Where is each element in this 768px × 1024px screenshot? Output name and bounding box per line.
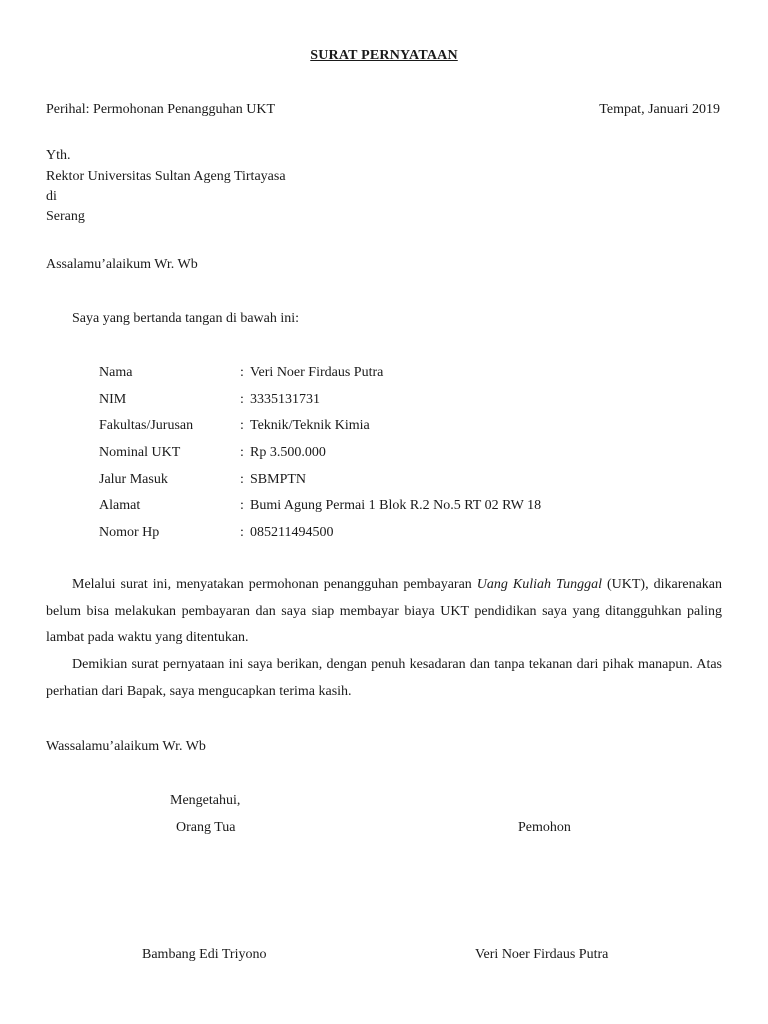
place-date: Tempat, Januari 2019 bbox=[599, 102, 720, 117]
field-colon: : bbox=[240, 472, 244, 487]
field-value: 085211494500 bbox=[250, 525, 334, 540]
field-row bbox=[99, 471, 659, 489]
closing-greeting: Wassalamu’alaikum Wr. Wb bbox=[46, 739, 206, 754]
recipient-salutation: Yth. bbox=[46, 148, 71, 163]
field-label: Jalur Masuk bbox=[99, 472, 168, 487]
field-value: Teknik/Teknik Kimia bbox=[250, 418, 370, 433]
body-text: Demikian surat pernyataan ini saya berikan, dengan penuh kesadaran dan tanpa tekanan dari pihak manapun. Atas perhatian dari Bapak, saya mengucapkan terima kasih. bbox=[46, 657, 722, 699]
opening-greeting: Assalamu’alaikum Wr. Wb bbox=[46, 257, 198, 272]
field-value: SBMPTN bbox=[250, 472, 307, 487]
field-row bbox=[99, 364, 659, 382]
recipient-city: Serang bbox=[46, 209, 85, 224]
field-value: Veri Noer Firdaus Putra bbox=[250, 365, 384, 380]
field-colon: : bbox=[240, 418, 244, 433]
field-label: Nomor Hp bbox=[99, 525, 160, 540]
field-value: Bumi Agung Permai 1 Blok R.2 No.5 RT 02 RW 18 bbox=[250, 498, 542, 513]
parent-name: Bambang Edi Triyono bbox=[142, 947, 267, 962]
recipient-di: di bbox=[46, 189, 57, 204]
letter-title: SURAT PERNYATAAN bbox=[310, 48, 458, 63]
parent-role: Orang Tua bbox=[176, 820, 236, 835]
field-label: NIM bbox=[99, 392, 127, 407]
body-paragraph-1 bbox=[46, 572, 722, 652]
field-value: Rp 3.500.000 bbox=[250, 445, 326, 460]
field-row bbox=[99, 497, 659, 515]
field-colon: : bbox=[240, 445, 244, 460]
field-label: Nama bbox=[99, 365, 133, 380]
field-row bbox=[99, 417, 659, 435]
body-text-end: (UKT), dikarenakan belum bisa melakukan pembayaran dan saya siap membayar biaya UKT pendidikan saya yang ditangguhkan paling lambat pada waktu yang ditentukan. bbox=[46, 577, 722, 645]
field-label: Alamat bbox=[99, 498, 141, 513]
field-colon: : bbox=[240, 392, 244, 407]
field-row bbox=[99, 444, 659, 462]
body-text-italic: Uang Kuliah Tunggal bbox=[476, 577, 602, 592]
field-colon: : bbox=[240, 498, 244, 513]
body-text-start: Melalui surat ini, menyatakan permohonan penangguhan pembayaran bbox=[72, 577, 477, 592]
applicant-role: Pemohon bbox=[518, 820, 571, 835]
intro-sentence: Saya yang bertanda tangan di bawah ini: bbox=[72, 311, 300, 326]
acknowledged-label: Mengetahui, bbox=[170, 793, 241, 808]
field-label: Nominal UKT bbox=[99, 445, 181, 460]
field-colon: : bbox=[240, 365, 244, 380]
applicant-name: Veri Noer Firdaus Putra bbox=[475, 947, 609, 962]
field-label: Fakultas/Jurusan bbox=[99, 418, 194, 433]
field-value: 3335131731 bbox=[250, 392, 320, 407]
field-colon: : bbox=[240, 525, 244, 540]
field-row bbox=[99, 391, 659, 409]
field-row bbox=[99, 524, 659, 542]
recipient-name: Rektor Universitas Sultan Ageng Tirtayasa bbox=[46, 169, 286, 184]
subject-line: Perihal: Permohonan Penangguhan UKT bbox=[46, 102, 276, 117]
body-paragraph-2 bbox=[46, 652, 722, 705]
